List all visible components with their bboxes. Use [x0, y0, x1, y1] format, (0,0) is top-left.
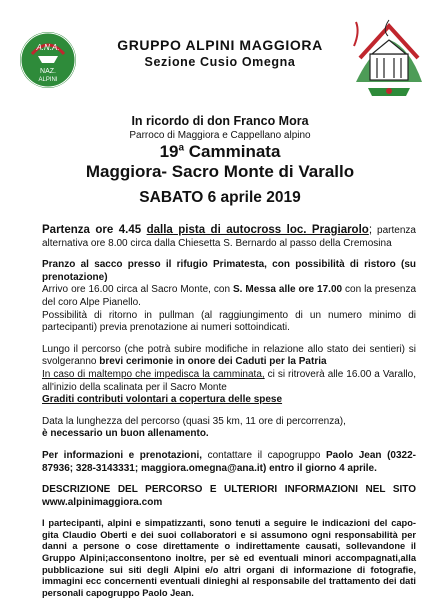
edition-title: 19$^a$ Camminata: [159, 142, 281, 161]
svg-text:A.N.A.: A.N.A.: [36, 43, 60, 52]
route-title: Maggiora- Sacro Monte di Varallo: [85, 162, 355, 181]
org-section: Sezione Cusio Omegna: [144, 55, 296, 69]
alpini-badge-icon: [18, 30, 78, 90]
svg-text:NAZ.: NAZ.: [40, 68, 56, 75]
description-link[interactable]: DESCRIZIONE DEL PERCORSO E ULTERIORI INFORMAZIONI NEL SITO www.alpinimaggiora.com: [42, 484, 416, 508]
training-paragraph: Data la lunghezza del percorso (quasi 35 km, 11 ore di percorrenza), è necessario un buon allenamento.: [42, 415, 346, 440]
org-name: GRUPPO ALPINI MAGGIORA: [117, 37, 323, 53]
route-paragraph: Lungo il percorso (che potrà subire modifiche in relazione allo stato dei sentieri) si svolgeranno brevi cerimonie in onore dei Caduti per la Patria In caso di maltempo che impedisca la camminata, ci si ritroverà alle 16.00 a Varallo, all'inizio della scalinata per il Sacro Monte Graditi contributi volontari a copertura delle spese: [42, 343, 416, 406]
disclaimer-paragraph: I partecipanti, alpini e simpatizzanti, sono tenuti a seguire le indicazioni del capo-gita Claudio Oberti e dei suoi collaboratori e si assumono ogni responsabilità per danni a persone o cose direttamente o indirettamente causati, sollevandone il Gruppo Alpini;acconsentono inoltre, per sè ed eventuali minori accompagnati,alla pubblicazione sui siti degli Alpini e/o altri organi di informazione di fotografie, immagini ecc concernenti eventuali dinieghi al responsabile del trattamento dei dati personali capogruppo Paolo Jean.: [42, 518, 416, 598]
org-header: [80, 36, 360, 70]
lunch-paragraph: Pranzo al sacco presso il rifugio Primatesta, con possibilità di ristoro (su prenotazione) Arrivo ore 16.00 circa al Sacro Monte, con S. Messa alle ore 17.00 con la presenza del coro Alpe Pianello. Possibilità di ritorno in pullman (al raggiungimento di un numero minimo di partecipanti) previa prenotazione ai numeri sottoindicati.: [42, 259, 417, 334]
memory-title: In ricordo di don Franco Mora: [131, 114, 309, 128]
flyer-body: [42, 224, 416, 608]
contacts-paragraph: Per informazioni e prenotazioni, contattare il capogruppo Paolo Jean (0322-87936; 328-3143331; maggiora.omegna@ana.it) entro il giorno 4 aprile.: [42, 449, 416, 474]
event-date: SABATO 6 aprile 2019: [139, 189, 301, 206]
sacro-monte-chapel-icon: [350, 12, 428, 98]
priest-subtitle: Parroco di Maggiora e Cappellano alpino: [129, 130, 311, 141]
start-paragraph: Partenza ore 4.45 dalla pista di autocross loc. Pragiarolo; partenza alternativa ore 8.00 circa dalla Chiesetta S. Bernardo al passo della Cremosina: [42, 224, 416, 249]
svg-text:ALPINI: ALPINI: [38, 77, 58, 83]
